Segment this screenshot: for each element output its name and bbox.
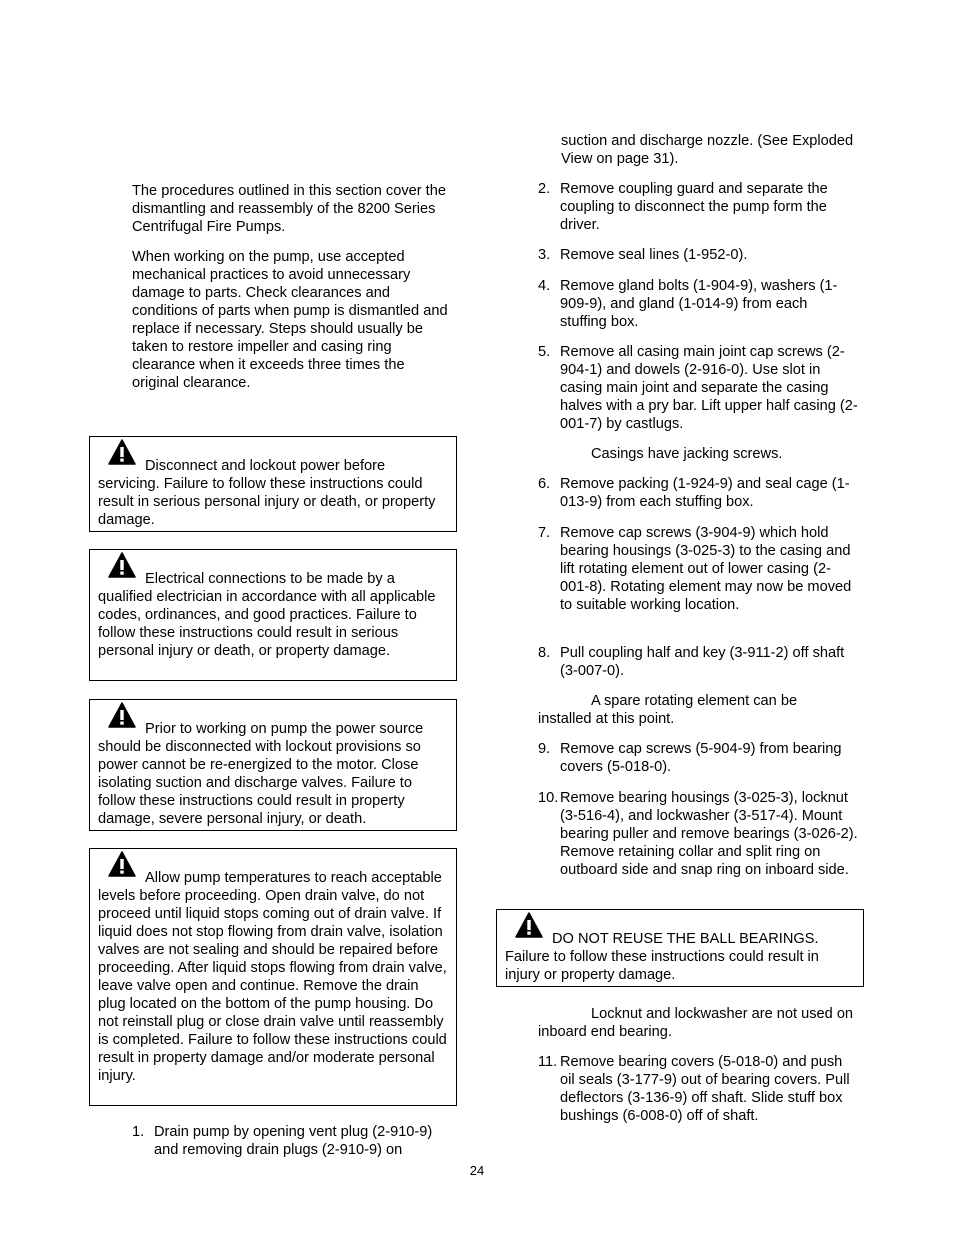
warning-box [89,549,457,681]
step-number: 4. [538,278,551,294]
note-text: Locknut and lockwasher are not used on inboard end bearing. [538,1006,854,1040]
step-number: 3. [538,247,551,263]
note-text: A spare rotating element can be installed at this point. [538,693,798,727]
step-number: 8. [538,645,551,661]
step-text: Remove packing (1-924-9) and seal cage (1-013-9) from each stuffing box. [560,476,850,510]
step-text: Drain pump by opening vent plug (2-910-9) and removing drain plugs (2-910-9) on [154,1124,433,1158]
step-text: Remove bearing covers (5-018-0) and push oil seals (3-177-9) out of bearing covers. Pull deflectors (3-136-9) off shaft. Slide stuff box bushings (6-008-0) off of shaft. [560,1054,850,1124]
step-text: Remove gland bolts (1-904-9), washers (1-909-9), and gland (1-014-9) from each stuffing box. [560,278,838,330]
warning-text: Disconnect and lockout power before servicing. Failure to follow these instructions could result in serious personal injury or death, or property damage. [98,458,436,528]
warning-triangle-icon [108,851,136,877]
step-text: Pull coupling half and key (3-911-2) off shaft (3-007-0). [560,645,845,679]
warning-triangle-icon [108,552,136,578]
step-number: 11. [538,1054,558,1070]
step-text: Remove cap screws (3-904-9) which hold bearing housings (3-025-3) to the casing and lift rotating element out of lower casing (2-001-8). Rotating element may now be moved to suitable working location. [560,525,852,613]
step-text: Remove cap screws (5-904-9) from bearing covers (5-018-0). [560,741,842,775]
step-number: 7. [538,525,551,541]
step-number: 5. [538,344,551,360]
warning-text: Prior to working on pump the power source should be disconnected with lockout provisions so power cannot be re-energized to the motor. Close isolating suction and discharge valves. Failure to follow these instructions could result in property damage, severe personal injury, or death. [98,721,424,827]
warning-box [496,909,864,987]
warning-text: Allow pump temperatures to reach acceptable levels before proceeding. Open drain valve, do not proceed until liquid stops coming out of drain valve. If liquid does not stop flowing from drain valve, isolation valves are not sealing and should be repaired before proceeding. After liquid stops flowing from drain valve, leave valve open and continue. Remove the drain plug located on the bottom of the pump housing. Do not reinstall plug or close drain valve until reassembly is completed. Failure to follow these instructions could result in property damage and/or moderate personal injury. [98,870,447,1084]
intro-paragraph: The procedures outlined in this section cover the dismantling and reassembly of the 8200 Series Centrifugal Fire Pumps. [132,183,446,235]
step-number: 1. [132,1124,145,1140]
step-text: Remove coupling guard and separate the coupling to disconnect the pump form the driver. [560,181,828,233]
warning-triangle-icon [108,702,136,728]
warning-box [89,848,457,1106]
warning-box [89,436,457,532]
warning-triangle-icon [515,912,543,938]
step-text: Remove bearing housings (3-025-3), locknut (3-516-4), and lockwasher (3-517-4). Mount bearing puller and remove bearings (3-026-2). Remove retaining collar and split ring on outboard side and snap ring on inboard side. [560,790,858,878]
warning-box [89,699,457,831]
step-number: 6. [538,476,551,492]
page-number: 24 [469,1163,485,1178]
step-text: suction and discharge nozzle. (See Exploded View on page 31). [561,133,854,167]
note-text: Casings have jacking screws. [591,446,783,462]
step-number: 2. [538,181,551,197]
warning-text: Electrical connections to be made by a qualified electrician in accordance with all applicable codes, ordinances, and good practices. Failure to follow these instructions could result in serious personal injury or death, or property damage. [98,571,436,659]
intro-paragraph: When working on the pump, use accepted mechanical practices to avoid unnecessary damage to parts. Check clearances and conditions of parts when pump is dismantled and replace if necessary. Steps should usually be taken to restore impeller and casing ring clearance when it exceeds three times the original clearance. [132,249,448,391]
warning-text: DO NOT REUSE THE BALL BEARINGS. Failure to follow these instructions could result in injury or property damage. [505,931,819,983]
step-number: 9. [538,741,551,757]
step-number: 10. [538,790,559,806]
warning-triangle-icon [108,439,136,465]
step-text: Remove all casing main joint cap screws (2-904-1) and dowels (2-916-0). Use slot in casing main joint and separate the casing halves with a pry bar. Lift upper half casing (2-001-7) by castlugs. [560,344,858,432]
step-text: Remove seal lines (1-952-0). [560,247,748,263]
